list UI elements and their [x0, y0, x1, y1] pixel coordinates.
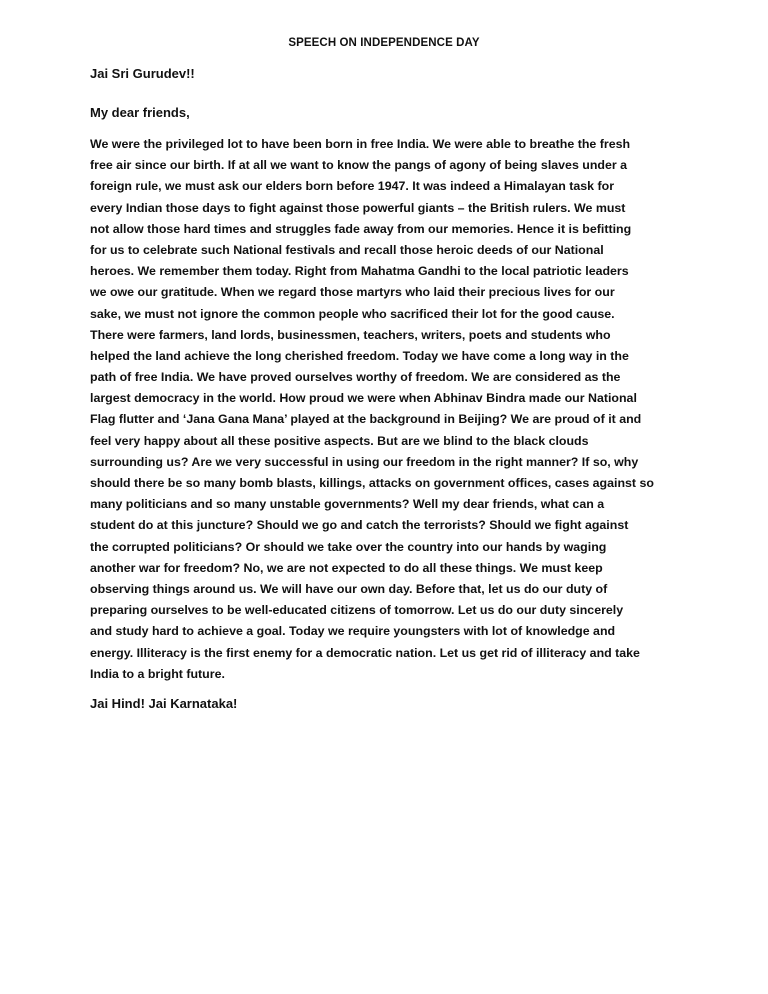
body-line: observing things around us. We will have our own day. Before that, let us do our duty of	[90, 581, 608, 596]
body-line: should there be so many bomb blasts, killings, attacks on government offices, cases against so	[90, 476, 654, 490]
body-line: largest democracy in the world. How proud we were when Abhinav Bindra made our National	[90, 391, 637, 406]
body-line: every Indian those days to fight against those powerful giants – the British rulers. We must	[90, 200, 626, 215]
body-line: path of free India. We have proved ourselves worthy of freedom. We are considered as the	[90, 370, 621, 385]
body-line: heroes. We remember them today. Right from Mahatma Gandhi to the local patriotic leaders	[90, 264, 629, 279]
body-line: many politicians and so many unstable governments? Well my dear friends, what can a	[90, 497, 605, 512]
body-line: the corrupted politicians? Or should we take over the country into our hands by waging	[90, 539, 607, 554]
body-line: India to a bright future.	[90, 666, 225, 681]
body-line: another war for freedom? No, we are not expected to do all these things. We must keep	[90, 560, 603, 575]
closing-line: Jai Hind! Jai Karnataka!	[90, 696, 238, 711]
page-title: SPEECH ON INDEPENDENCE DAY	[288, 37, 480, 49]
body-line: student do at this juncture? Should we go and catch the terrorists? Should we fight against	[90, 518, 629, 533]
body-line: and study hard to achieve a goal. Today we require youngsters with lot of knowledge and	[90, 624, 616, 639]
body-line: we owe our gratitude. When we regard those martyrs who laid their precious lives for our	[90, 285, 615, 300]
body-line: foreign rule, we must ask our elders born before 1947. It was indeed a Himalayan task for	[90, 179, 615, 194]
body-line: There were farmers, land lords, businessmen, teachers, writers, poets and students who	[90, 327, 611, 342]
body-line: not allow those hard times and struggles fade away from our memories. Hence it is befitting	[90, 221, 632, 236]
body-line: preparing ourselves to be well-educated citizens of tomorrow. Let us do our duty sincerely	[90, 603, 624, 618]
body-line: feel very happy about all these positive aspects. But are we blind to the black clouds	[90, 433, 589, 448]
salutation-line: My dear friends,	[90, 105, 190, 120]
body-line: free air since our birth. If at all we want to know the pangs of agony of being slaves under a	[90, 158, 628, 173]
body-line: Flag flutter and ‘Jana Gana Mana’ played at the background in Beijing? We are proud of it and	[90, 412, 642, 427]
speech-body	[90, 134, 690, 685]
body-line: for us to celebrate such National festivals and recall those heroic deeds of our National	[90, 242, 604, 257]
body-line: We were the privileged lot to have been born in free India. We were able to breathe the fresh	[90, 137, 631, 151]
body-line: surrounding us? Are we very successful in using our freedom in the right manner? If so, why	[90, 454, 639, 469]
body-line: energy. Illiteracy is the first enemy for a democratic nation. Let us get rid of illiteracy and take	[90, 645, 640, 660]
greeting-line: Jai Sri Gurudev!!	[90, 66, 195, 81]
body-line: helped the land achieve the long cherished freedom. Today we have come a long way in the	[90, 348, 629, 363]
body-line: sake, we must not ignore the common people who sacrificed their lot for the good cause.	[90, 306, 615, 321]
